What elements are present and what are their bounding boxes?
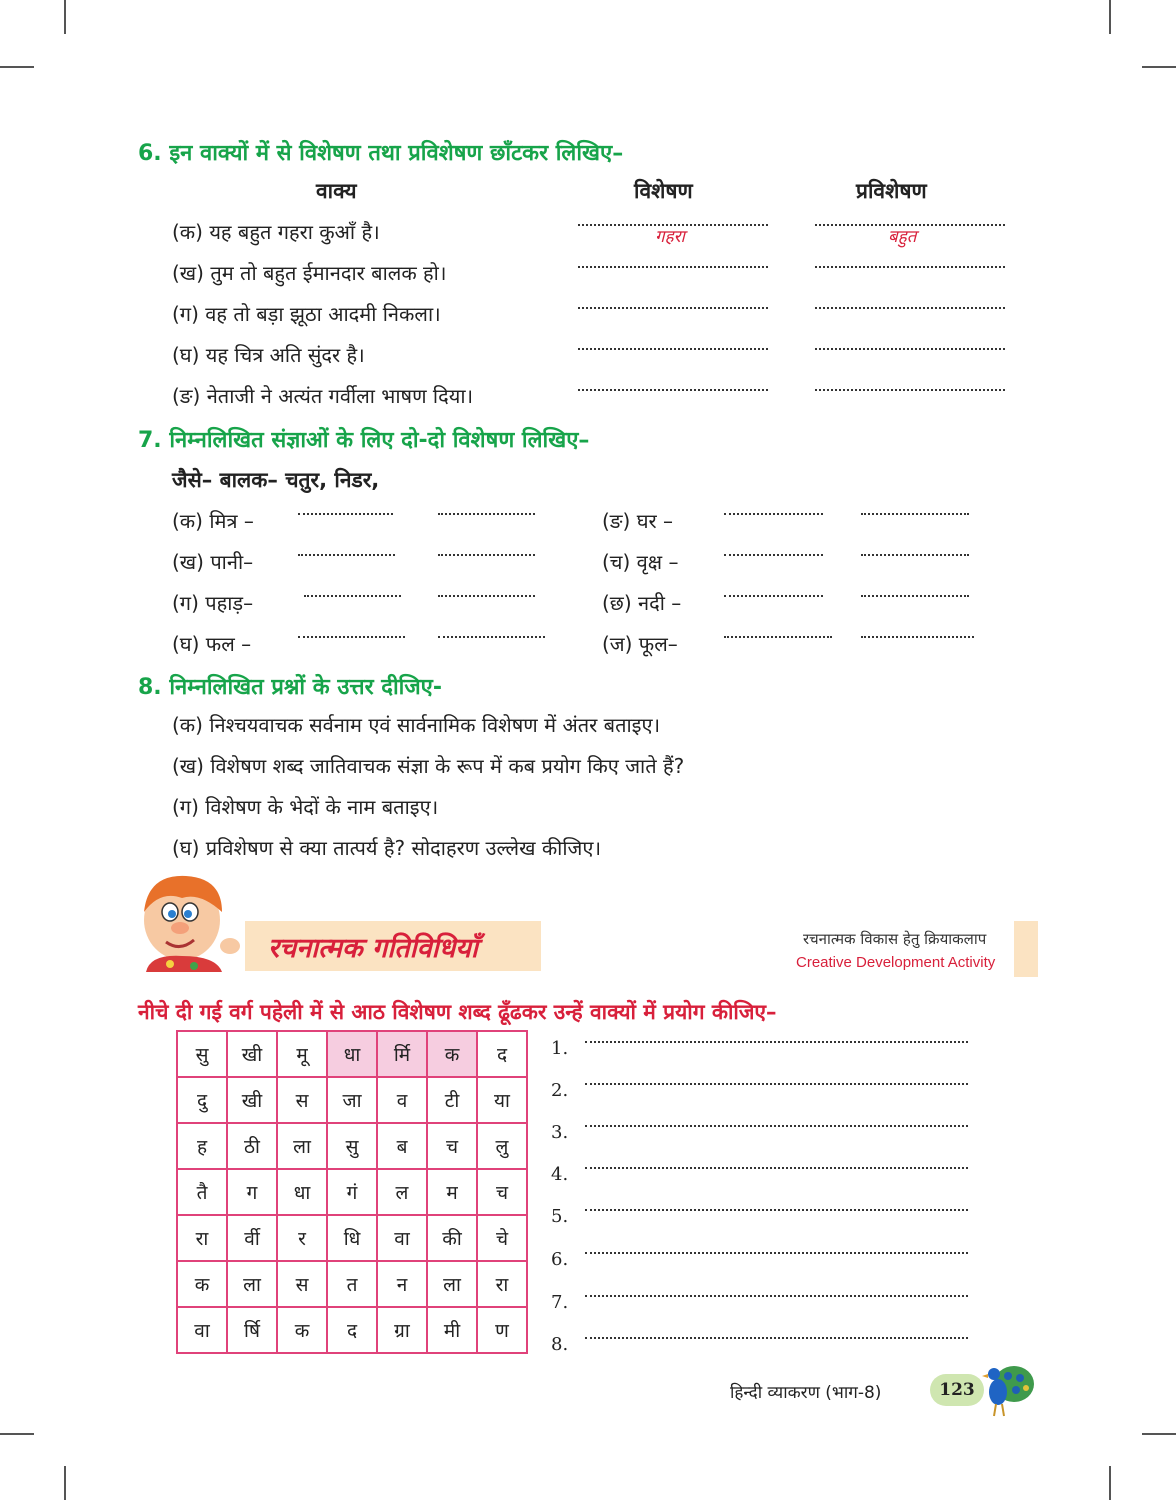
q6-col-sentence: वाक्य bbox=[316, 179, 357, 203]
answer-number: 6. bbox=[551, 1249, 569, 1270]
answer-line[interactable] bbox=[578, 348, 768, 350]
grid-cell-highlighted[interactable]: र्मि bbox=[377, 1031, 427, 1077]
grid-cell[interactable]: च bbox=[427, 1123, 477, 1169]
grid-cell[interactable]: लु bbox=[477, 1123, 527, 1169]
q6-col-intensifier: प्रविशेषण bbox=[856, 179, 927, 203]
grid-cell[interactable]: ह bbox=[177, 1123, 227, 1169]
q7-noun: (छ) नदी – bbox=[602, 591, 682, 615]
grid-cell[interactable]: की bbox=[427, 1215, 477, 1261]
crop-mark bbox=[64, 0, 66, 34]
q8-question: (क) निश्चयवाचक सर्वनाम एवं सार्वनामिक विशेषण में अंतर बताइए। bbox=[172, 713, 661, 737]
crop-mark bbox=[0, 1433, 34, 1435]
footer-book-title: हिन्दी व्याकरण (भाग-8) bbox=[730, 1383, 882, 1403]
grid-cell[interactable]: ब bbox=[377, 1123, 427, 1169]
grid-cell[interactable]: म bbox=[427, 1169, 477, 1215]
answer-line[interactable] bbox=[438, 513, 535, 515]
grid-cell[interactable]: धि bbox=[327, 1215, 377, 1261]
answer-line[interactable] bbox=[585, 1083, 968, 1085]
answer-number: 4. bbox=[551, 1164, 569, 1185]
q7-noun: (ज) फूल– bbox=[602, 632, 678, 656]
boy-mascot-icon bbox=[130, 868, 245, 973]
answer-line[interactable] bbox=[298, 554, 395, 556]
answer-line[interactable] bbox=[724, 554, 823, 556]
answer-line[interactable] bbox=[724, 595, 823, 597]
grid-cell[interactable]: या bbox=[477, 1077, 527, 1123]
answer-line[interactable] bbox=[585, 1295, 968, 1297]
page-number: 123 bbox=[930, 1374, 984, 1406]
answer-line[interactable] bbox=[585, 1167, 968, 1169]
grid-cell[interactable]: र्वी bbox=[227, 1215, 277, 1261]
grid-cell[interactable]: स bbox=[277, 1261, 327, 1307]
answer-number: 1. bbox=[551, 1038, 569, 1059]
q8-question: (ख) विशेषण शब्द जातिवाचक संज्ञा के रूप में कब प्रयोग किए जाते हैं? bbox=[172, 754, 685, 778]
answer-number: 2. bbox=[551, 1080, 569, 1101]
grid-cell[interactable]: च bbox=[477, 1169, 527, 1215]
grid-cell[interactable]: स bbox=[277, 1077, 327, 1123]
answer-line[interactable] bbox=[585, 1209, 968, 1211]
grid-cell-highlighted[interactable]: क bbox=[427, 1031, 477, 1077]
q6-title: 6. इन वाक्यों में से विशेषण तथा प्रविशेषण छाँटकर लिखिए– bbox=[138, 141, 624, 166]
grid-cell[interactable]: क bbox=[177, 1261, 227, 1307]
answer-line[interactable] bbox=[585, 1041, 968, 1043]
q8-question: (ग) विशेषण के भेदों के नाम बताइए। bbox=[172, 795, 439, 819]
grid-cell[interactable]: दु bbox=[177, 1077, 227, 1123]
q7-noun: (ङ) घर – bbox=[602, 509, 674, 533]
grid-cell[interactable]: टी bbox=[427, 1077, 477, 1123]
answer-line[interactable] bbox=[298, 513, 393, 515]
grid-cell[interactable]: द bbox=[477, 1031, 527, 1077]
q6-col-adjective: विशेषण bbox=[634, 179, 693, 203]
q6-sentence: (ख) तुम तो बहुत ईमानदार बालक हो। bbox=[172, 261, 447, 285]
crop-mark bbox=[1142, 66, 1176, 68]
grid-cell[interactable]: खी bbox=[227, 1031, 277, 1077]
q6-sentence: (ङ) नेताजी ने अत्यंत गर्वीला भाषण दिया। bbox=[172, 384, 474, 408]
answer-line[interactable] bbox=[578, 307, 768, 309]
activity-instruction: नीचे दी गई वर्ग पहेली में से आठ विशेषण शब्द ढूँढकर उन्हें वाक्यों में प्रयोग कीजिए– bbox=[138, 1000, 777, 1024]
grid-cell[interactable]: द bbox=[327, 1307, 377, 1353]
grid-cell[interactable]: रा bbox=[177, 1215, 227, 1261]
activity-side-english: Creative Development Activity bbox=[796, 954, 996, 971]
grid-cell[interactable]: वा bbox=[377, 1215, 427, 1261]
grid-cell[interactable]: ल bbox=[377, 1169, 427, 1215]
crop-mark bbox=[1109, 1466, 1111, 1500]
grid-cell[interactable]: रा bbox=[477, 1261, 527, 1307]
crop-mark bbox=[1109, 0, 1111, 34]
word-search-grid bbox=[176, 1030, 528, 1354]
answer-line[interactable] bbox=[815, 266, 1005, 268]
grid-cell[interactable]: र bbox=[277, 1215, 327, 1261]
activity-side-hindi: रचनात्मक विकास हेतु क्रियाकलाप bbox=[803, 930, 987, 948]
grid-cell[interactable]: र्षि bbox=[227, 1307, 277, 1353]
answer-line[interactable] bbox=[585, 1252, 968, 1254]
q6-intensifier-answer: बहुत bbox=[888, 227, 917, 247]
answer-number: 5. bbox=[551, 1206, 569, 1227]
grid-row bbox=[177, 1077, 527, 1123]
grid-cell[interactable]: ला bbox=[277, 1123, 327, 1169]
q7-noun: (क) मित्र – bbox=[172, 509, 254, 533]
crop-mark bbox=[64, 1466, 66, 1500]
q6-adjective-answer: गहरा bbox=[655, 227, 685, 247]
answer-line[interactable] bbox=[861, 636, 974, 638]
crop-mark bbox=[1142, 1433, 1176, 1435]
grid-cell[interactable]: धा bbox=[277, 1169, 327, 1215]
q7-example: जैसे– बालक– चतुर, निडर, bbox=[172, 468, 380, 492]
grid-cell[interactable]: क bbox=[277, 1307, 327, 1353]
grid-row bbox=[177, 1261, 527, 1307]
grid-cell[interactable]: खी bbox=[227, 1077, 277, 1123]
answer-line[interactable] bbox=[815, 389, 1005, 391]
q7-noun: (ग) पहाड़– bbox=[172, 591, 254, 615]
grid-row bbox=[177, 1215, 527, 1261]
grid-cell-highlighted[interactable]: धा bbox=[327, 1031, 377, 1077]
grid-cell[interactable]: व bbox=[377, 1077, 427, 1123]
answer-line[interactable] bbox=[815, 307, 1005, 309]
grid-cell[interactable]: मी bbox=[427, 1307, 477, 1353]
answer-line[interactable] bbox=[578, 266, 768, 268]
activity-banner-title: रचनात्मक गतिविधियाँ bbox=[268, 933, 478, 964]
answer-line[interactable] bbox=[724, 513, 823, 515]
q8-title: 8. निम्नलिखित प्रश्नों के उत्तर दीजिए- bbox=[138, 675, 442, 700]
grid-cell[interactable]: गं bbox=[327, 1169, 377, 1215]
grid-cell[interactable]: जा bbox=[327, 1077, 377, 1123]
activity-side-marker bbox=[1014, 921, 1038, 977]
answer-line[interactable] bbox=[438, 595, 535, 597]
grid-cell[interactable]: ण bbox=[477, 1307, 527, 1353]
grid-cell[interactable]: ला bbox=[227, 1261, 277, 1307]
grid-cell[interactable]: सु bbox=[327, 1123, 377, 1169]
grid-cell[interactable]: वा bbox=[177, 1307, 227, 1353]
q7-noun: (ख) पानी– bbox=[172, 550, 254, 574]
answer-number: 8. bbox=[551, 1334, 569, 1355]
grid-cell[interactable]: ग्रा bbox=[377, 1307, 427, 1353]
answer-line[interactable] bbox=[861, 513, 969, 515]
crop-mark bbox=[0, 66, 34, 68]
q7-noun: (च) वृक्ष – bbox=[602, 550, 679, 574]
q7-title: 7. निम्नलिखित संज्ञाओं के लिए दो-दो विशेषण लिखिए– bbox=[138, 428, 590, 453]
answer-number: 7. bbox=[551, 1292, 569, 1313]
answer-line[interactable] bbox=[578, 389, 768, 391]
grid-cell[interactable]: ठी bbox=[227, 1123, 277, 1169]
grid-cell[interactable]: त bbox=[327, 1261, 377, 1307]
answer-number: 3. bbox=[551, 1122, 569, 1143]
answer-line[interactable] bbox=[438, 636, 545, 638]
q6-sentence: (घ) यह चित्र अति सुंदर है। bbox=[172, 343, 365, 367]
grid-row bbox=[177, 1123, 527, 1169]
answer-line[interactable] bbox=[585, 1125, 968, 1127]
answer-line[interactable] bbox=[861, 554, 969, 556]
answer-line[interactable] bbox=[815, 348, 1005, 350]
answer-line[interactable] bbox=[298, 636, 405, 638]
answer-line[interactable] bbox=[861, 595, 969, 597]
grid-cell[interactable]: तै bbox=[177, 1169, 227, 1215]
answer-line[interactable] bbox=[438, 554, 535, 556]
grid-cell[interactable]: मू bbox=[277, 1031, 327, 1077]
grid-row bbox=[177, 1031, 527, 1077]
grid-cell[interactable]: ला bbox=[427, 1261, 477, 1307]
grid-row bbox=[177, 1169, 527, 1215]
q6-sentence: (क) यह बहुत गहरा कुआँ है। bbox=[172, 220, 380, 244]
peacock-icon bbox=[980, 1358, 1036, 1418]
grid-cell[interactable]: ग bbox=[227, 1169, 277, 1215]
q8-question: (घ) प्रविशेषण से क्या तात्पर्य है? सोदाहरण उल्लेख कीजिए। bbox=[172, 836, 602, 860]
grid-cell[interactable]: चे bbox=[477, 1215, 527, 1261]
grid-cell[interactable]: सु bbox=[177, 1031, 227, 1077]
grid-cell[interactable]: न bbox=[377, 1261, 427, 1307]
q7-noun: (घ) फल – bbox=[172, 632, 252, 656]
answer-line[interactable] bbox=[585, 1337, 968, 1339]
answer-line[interactable] bbox=[724, 636, 832, 638]
grid-row bbox=[177, 1307, 527, 1353]
q6-sentence: (ग) वह तो बड़ा झूठा आदमी निकला। bbox=[172, 302, 441, 326]
answer-line[interactable] bbox=[304, 595, 401, 597]
